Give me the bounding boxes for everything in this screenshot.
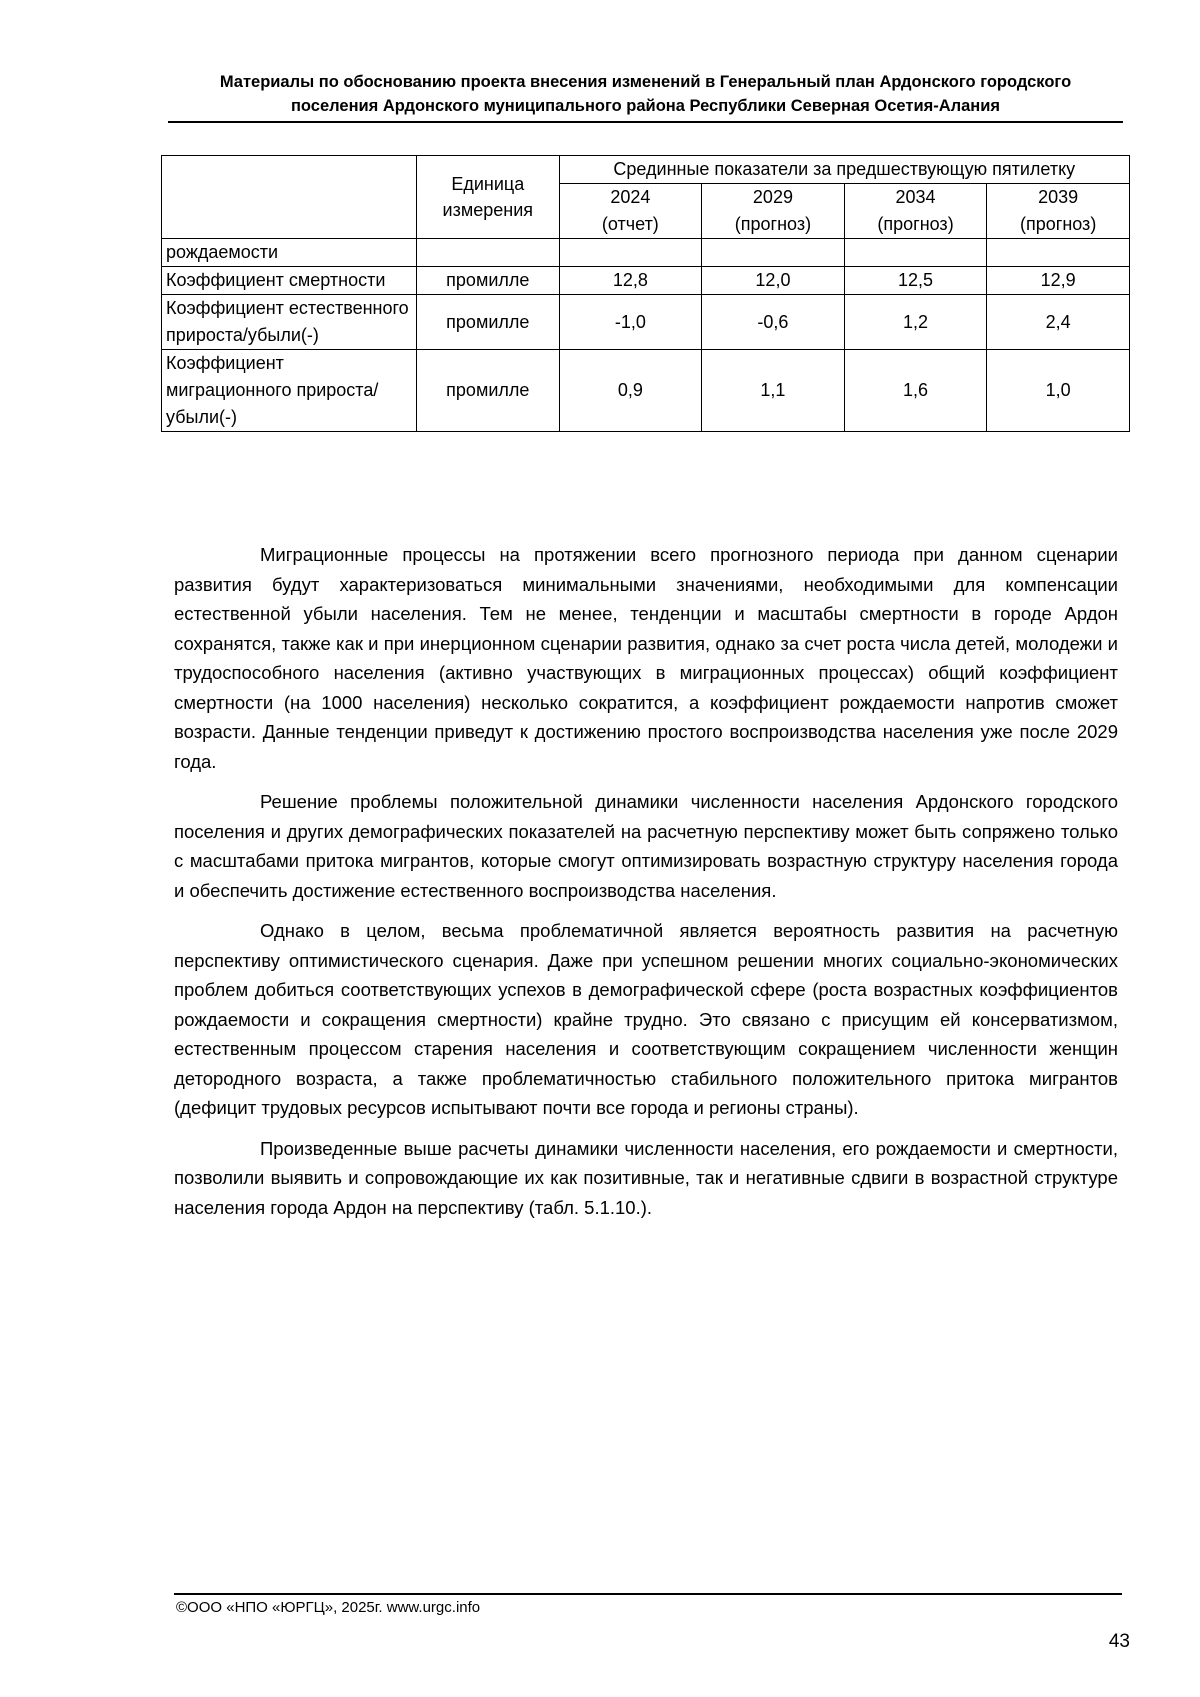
table-header-row-1 (162, 156, 1130, 184)
row-value: 2,4 (987, 295, 1130, 350)
row-value: -0,6 (702, 295, 845, 350)
year-header-2039 (987, 184, 1130, 239)
unit-column-header: Единица измерения (417, 156, 560, 239)
page-number: 43 (1108, 1631, 1130, 1652)
row-value: 1,0 (987, 350, 1130, 432)
header-divider (168, 121, 1123, 123)
year-header-2024 (559, 184, 702, 239)
row-value: 12,9 (987, 267, 1130, 295)
header-line-2: поселения Ардонского муниципального района Республики Северная Осетия-Алания (290, 97, 1001, 115)
body-text (174, 540, 1118, 1233)
row-label: Коэффициент миграционного прироста/убыли(-) (162, 350, 417, 432)
row-unit: промилле (417, 350, 560, 432)
demographic-indicators-table (161, 155, 1130, 432)
row-unit: промилле (417, 295, 560, 350)
row-value: 1,2 (844, 295, 987, 350)
year-note: (прогноз) (734, 214, 812, 234)
row-value: 12,5 (844, 267, 987, 295)
row-label: Коэффициент естественного прироста/убыли(-) (162, 295, 417, 350)
footer-copyright: ©ООО «НПО «ЮРГЦ», 2025г. www.urgc.info (176, 1599, 481, 1616)
year-note: (прогноз) (877, 214, 954, 234)
row-label: Коэффициент смертности (162, 267, 417, 295)
row-value: 12,0 (702, 267, 845, 295)
year-note: (отчет) (601, 214, 659, 234)
year-label: 2034 (895, 187, 936, 207)
paragraph: Произведенные выше расчеты динамики численности населения, его рождаемости и смертности, позволили выявить и сопровождающие их как позитивные, так и негативные сдвиги в возрастной структуре населения города Ардон на перспективу (табл. 5.1.10.). (174, 1137, 1118, 1218)
period-group-header: Срединные показатели за предшествующую пятилетку (559, 156, 1129, 184)
header-empty-cell (162, 156, 417, 239)
row-value (702, 239, 845, 267)
row-unit: промилле (417, 267, 560, 295)
row-unit (417, 239, 560, 267)
footer-divider (174, 1593, 1122, 1595)
year-label: 2039 (1038, 187, 1079, 207)
year-header-2029 (702, 184, 845, 239)
row-value (987, 239, 1130, 267)
table-row (162, 350, 1130, 432)
row-value: 1,6 (844, 350, 987, 432)
row-value: 0,9 (559, 350, 702, 432)
table-row (162, 239, 1130, 267)
year-note: (прогноз) (1019, 214, 1097, 234)
page-header (168, 70, 1123, 118)
row-value: -1,0 (559, 295, 702, 350)
row-value (844, 239, 987, 267)
year-label: 2029 (752, 187, 793, 207)
year-label: 2024 (610, 187, 651, 207)
header-line-1: Материалы по обоснованию проекта внесения изменений в Генеральный план Ардонского городского (219, 73, 1072, 91)
table-row (162, 267, 1130, 295)
year-header-2034 (844, 184, 987, 239)
paragraph: Однако в целом, весьма проблематичной является вероятность развития на расчетную перспективу оптимистического сценария. Даже при успешном решении многих социально-экономических проблем добиться соответствующих успехов в демографической сфере (роста возрастных коэффициентов рождаемости и сокращения смертности) крайне трудно. Это связано с присущим ей консерватизмом, естественным процессом старения населения и соответствующим сокращением численности женщин детородного возраста, а также проблематичностью стабильного положительного притока мигрантов (дефицит трудовых ресурсов испытывают почти все города и регионы страны). (174, 920, 1118, 1118)
paragraph: Решение проблемы положительной динамики численности населения Ардонского городского поселения и других демографических показателей на расчетную перспективу может быть сопряжено только с масштабами притока мигрантов, которые смогут оптимизировать возрастную структуру населения города и обеспечить достижение естественного воспроизводства населения. (174, 791, 1118, 901)
row-value (559, 239, 702, 267)
table-row (162, 295, 1130, 350)
row-label: рождаемости (162, 239, 417, 267)
paragraph: Миграционные процессы на протяжении всего прогнозного периода при данном сценарии развития будут характеризоваться минимальными значениями, необходимыми для компенсации естественной убыли населения. Тем не менее, тенденции и масштабы смертности в городе Ардон сохранятся, также как и при инерционном сценарии развития, однако за счет роста числа детей, молодежи и трудоспособного населения (активно участвующих в миграционных процессах) общий коэффициент смертности (на 1000 населения) несколько сократится, а коэффициент рождаемости напротив сможет возрасти. Данные тенденции приведут к достижению простого воспроизводства населения уже после 2029 года. (174, 544, 1118, 772)
row-value: 1,1 (702, 350, 845, 432)
row-value: 12,8 (559, 267, 702, 295)
